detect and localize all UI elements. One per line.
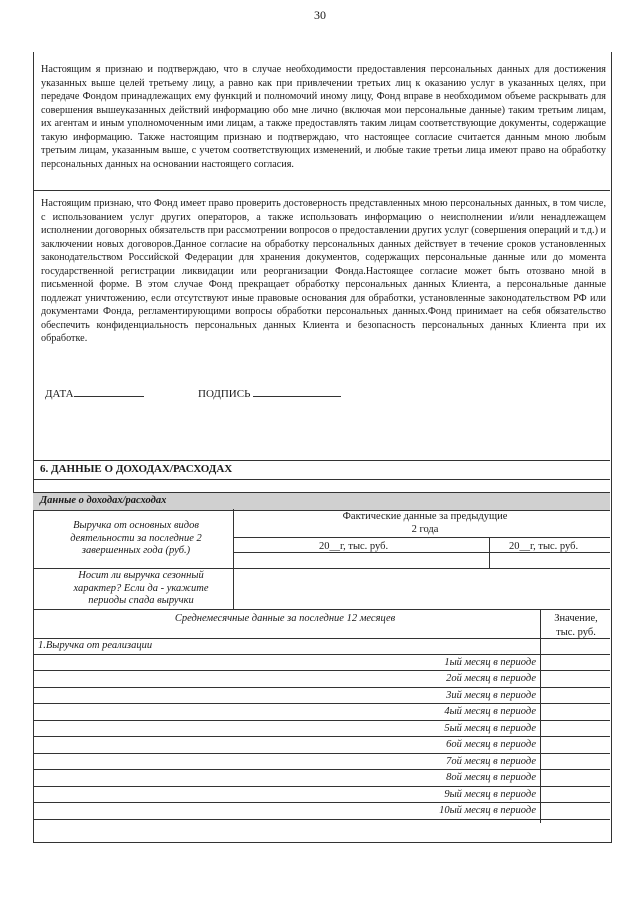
date-label: ДАТА xyxy=(45,388,74,400)
table-line xyxy=(33,654,610,655)
year-1-label: 20__г, тыс. руб. xyxy=(319,541,389,552)
signature-field[interactable] xyxy=(198,385,341,400)
table-line xyxy=(540,609,541,823)
year-2-value-cell[interactable] xyxy=(490,553,610,568)
table-line xyxy=(33,736,610,737)
month-label: 2ой месяц в периоде xyxy=(446,673,536,684)
month-label: 5ый месяц в периоде xyxy=(444,723,536,734)
month-label: 8ой месяц в периоде xyxy=(446,772,536,783)
subsection-header xyxy=(33,492,610,511)
table-line xyxy=(33,802,610,803)
table-line xyxy=(33,687,610,688)
seasonal-label: Носит ли выручка сезонный характер? Если да - укажите периоды спада выручки xyxy=(73,570,209,606)
subsection-title: Данные о доходах/расходах xyxy=(40,495,167,506)
month-label: 9ый месяц в периоде xyxy=(444,789,536,800)
table-line xyxy=(33,609,610,610)
date-field[interactable] xyxy=(45,385,144,400)
signature-line[interactable] xyxy=(253,385,341,397)
month-label: 4ый месяц в периоде xyxy=(444,706,536,717)
table-line xyxy=(233,537,610,538)
table-line xyxy=(33,753,610,754)
section-title: 6. ДАННЫЕ О ДОХОДАХ/РАСХОДАХ xyxy=(40,463,233,475)
table-line xyxy=(33,720,610,721)
value-header: Значение, тыс. руб. xyxy=(554,613,598,638)
sales-label: 1.Выручка от реализации xyxy=(38,640,153,651)
table-line xyxy=(33,670,610,671)
divider xyxy=(33,190,610,191)
year-1-value-cell[interactable] xyxy=(234,553,489,568)
avg-data-header: Среднемесячные данные за последние 12 месяцев xyxy=(174,613,396,624)
consent-paragraph-1: Настоящим я признаю и подтверждаю, что в случае необходимости предоставления персональных данных для достижения указанных выше целей третьему лицу, а равно как при привлечении третьих лиц к оказанию услуг в указанных целях, при передаче Фондом принадлежащих ему функций и полномочий иному лицу, Фонд вправе в необходимом объеме раскрывать для совершения вышеуказанных действий информацию обо мне лично (включая мои персональные данные) таким третьим лицам, их агентам и иным уполномоченным ими лицам, а также предоставлять таким лицам соответствующие документы, содержащие такую информацию. Также настоящим признаю и подтверждаю, что настоящее согласие считается данным мною любым третьим лицам, указанным выше, с учетом соответствующих изменений, и любые такие третьи лица имеют право на обработку персональных данных на основании настоящего согласия. xyxy=(41,64,606,170)
consent-paragraph-2: Настоящим признаю, что Фонд имеет право проверить достоверность представленных мною персональных данных, в том числе, с использованием услуг других операторов, а также использовать информацию о неисполнении и/или ненадлежащем исполнении договорных обязательств при рассмотрении вопросов о предоставлении других услуг (совершения операций и т.д.) и заключении новых договоров.Данное согласие на обработку персональных данных действует в течение сроков установленных законодательством Российской Федерации для хранения документов, содержащих персональные данные или до момента государственной регистрации ликвидации или реорганизации Фонда.Настоящее согласие может быть отозвано мной в письменной форме. В этом случае Фонд прекращает обработку персональных данных Клиента, а персональные данные подлежат уничтожению, если отсутствуют иные правовые основания для обработки, установленные законодательством РФ или документами Фонда, регламентирующими вопросы обработки персональных данных.Фонд принимает на себя обязательство обеспечить конфиденциальность персональных данных Клиента и безопасность персональных данных Клиента при их обработке. xyxy=(41,198,606,344)
page-number: 30 xyxy=(314,8,326,22)
table-line xyxy=(33,786,610,787)
signature-label: ПОДПИСЬ xyxy=(198,388,251,400)
date-line[interactable] xyxy=(74,385,144,397)
seasonal-answer-cell[interactable] xyxy=(234,569,610,609)
month-label: 6ой месяц в периоде xyxy=(446,739,536,750)
month-label: 7ой месяц в периоде xyxy=(446,756,536,767)
year-2-label: 20__г, тыс. руб. xyxy=(509,541,579,552)
month-label: 3ий месяц в периоде xyxy=(446,690,536,701)
actual-data-header: Фактические данные за предыдущие 2 года xyxy=(342,511,508,535)
month-label: 1ый месяц в периоде xyxy=(444,657,536,668)
section-header xyxy=(33,460,610,480)
table-line xyxy=(33,703,610,704)
revenue-label: Выручка от основных видов деятельности за последние 2 завершенных года (руб.) xyxy=(70,520,202,556)
table-line xyxy=(33,819,610,820)
table-line xyxy=(33,769,610,770)
month-label: 10ый месяц в периоде xyxy=(439,805,536,816)
